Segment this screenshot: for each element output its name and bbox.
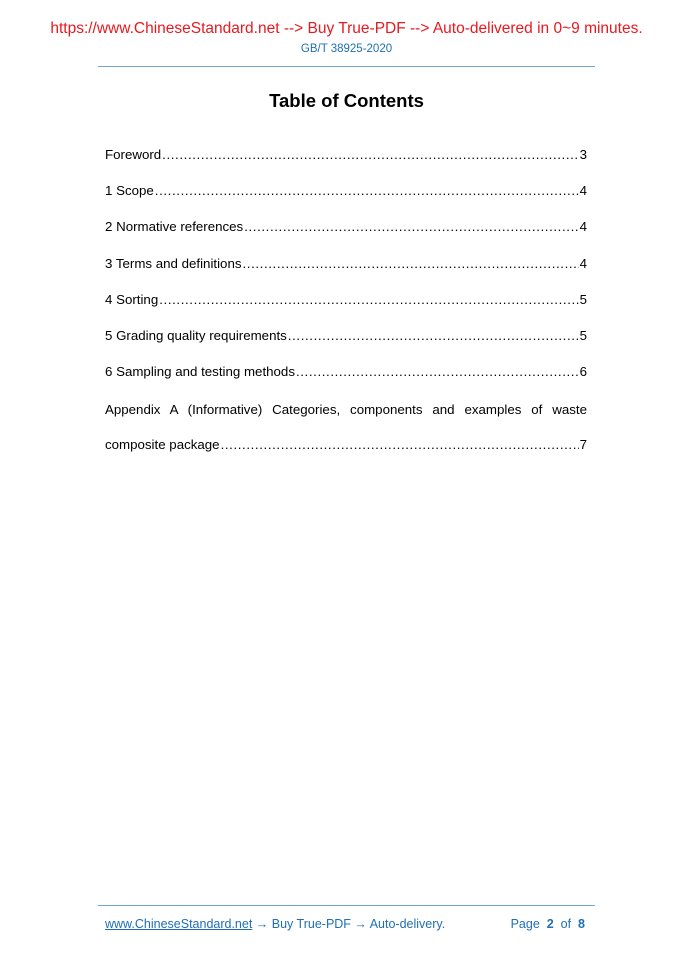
- toc-leader-dots: [296, 363, 579, 381]
- of-word: of: [560, 917, 572, 931]
- toc-entry-label: composite package: [105, 437, 220, 452]
- toc-entry-label: 4 Sorting: [105, 292, 159, 307]
- page-indicator: [511, 916, 585, 932]
- footer-divider: [98, 905, 595, 906]
- toc-entry-page: 4: [579, 183, 587, 198]
- promo-banner[interactable]: https://www.ChineseStandard.net --> Buy True-PDF --> Auto-delivered in 0~9 minutes.: [50, 20, 643, 37]
- toc-entry-normative-references[interactable]: [105, 218, 587, 236]
- header-divider: [98, 66, 595, 67]
- toc-leader-dots: [244, 218, 578, 236]
- toc-entry-appendix-a[interactable]: [105, 436, 587, 454]
- toc-entry-sorting[interactable]: [105, 291, 587, 309]
- footer-site-link[interactable]: www.ChineseStandard.net: [105, 917, 253, 931]
- toc-entry-label: 2 Normative references: [105, 219, 244, 234]
- toc-entry-page: 5: [579, 292, 587, 307]
- page-total: 8: [578, 917, 585, 931]
- toc-entry-page: 4: [579, 256, 587, 271]
- toc-entry-scope[interactable]: [105, 182, 587, 200]
- toc-leader-dots: [221, 436, 579, 454]
- page-current: 2: [546, 917, 554, 931]
- toc-entry-sampling-testing[interactable]: [105, 363, 587, 381]
- toc-entry-appendix-a-line1[interactable]: Appendix A (Informative) Categories, components and examples of waste: [105, 402, 587, 417]
- toc-entry-label: 3 Terms and definitions: [105, 256, 242, 271]
- toc-leader-dots: [243, 255, 579, 273]
- footer-promo: [105, 916, 445, 932]
- toc-leader-dots: [155, 182, 579, 200]
- page-title: Table of Contents: [269, 90, 424, 111]
- footer-promo-text: → Buy True-PDF → Auto-delivery.: [252, 917, 446, 931]
- toc-leader-dots: [159, 291, 578, 309]
- toc-entry-foreword[interactable]: [105, 146, 587, 164]
- toc-entry-label: 5 Grading quality requirements: [105, 328, 287, 343]
- toc-leader-dots: [288, 327, 579, 345]
- toc-entry-page: 3: [579, 147, 587, 162]
- toc-entry-label: 6 Sampling and testing methods: [105, 364, 295, 379]
- toc-entry-page: 4: [579, 219, 587, 234]
- toc-entry-grading-quality[interactable]: [105, 327, 587, 345]
- document-code: GB/T 38925-2020: [300, 43, 393, 55]
- page-word: Page: [510, 917, 540, 931]
- toc-entry-label: Foreword: [105, 147, 162, 162]
- toc-entry-page: 5: [579, 328, 587, 343]
- toc-leader-dots: [162, 146, 578, 164]
- toc-entry-label: 1 Scope: [105, 183, 154, 198]
- toc-entry-terms-definitions[interactable]: [105, 255, 587, 273]
- toc-entry-page: 7: [579, 437, 587, 452]
- toc-entry-page: 6: [579, 364, 587, 379]
